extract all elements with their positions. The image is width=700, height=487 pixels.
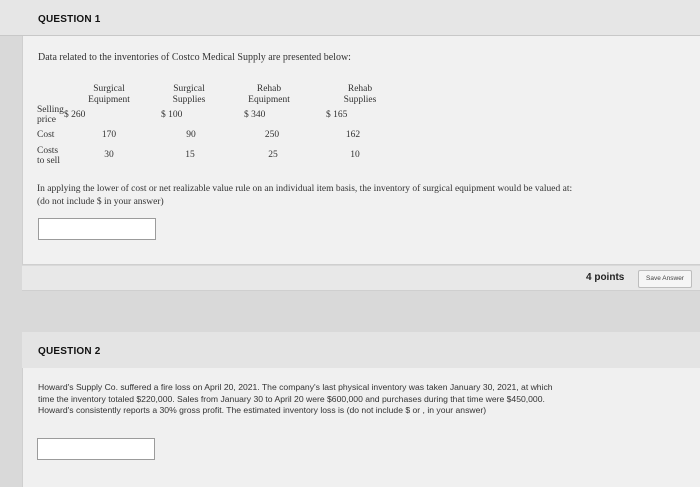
table-cell: $ 165 [326,110,348,120]
question-1-text: In applying the lower of cost or net realizable value rule on an individual item basis, the inventory of surgical equipment would be valued at: (do not include $ in your answer) [37,184,573,207]
table-cell: 15 [185,150,195,160]
table-cell: 30 [104,150,114,160]
column-header-rehab-supplies: Rehab Supplies [343,84,377,105]
question-1-intro: Data related to the inventories of Costco Medical Supply are presented below: [38,52,351,63]
question-2-answer-input[interactable] [37,438,155,460]
column-header-surgical-equipment: Surgical Equipment [88,84,130,105]
question-1-title: QUESTION 1 [38,14,101,25]
table-cell: 250 [264,130,280,140]
table-cell: 90 [186,130,196,140]
question-2-text: Howard's Supply Co. suffered a fire loss on April 20, 2021. The company's last physical inventory was taken January 30, 2021, at which time the inventory totaled $220,000. Sales from January 30 to April 20 were $600,000 and purchases during that time were $450,000. Howard's consistently reports a 30% gross profit. The estimated inventory loss is (do not include $ or , in your answer) [38,382,553,415]
table-cell: $ 340 [244,110,266,120]
question-2-title: QUESTION 2 [38,346,101,357]
points-label: 4 points [586,272,625,283]
save-answer-button[interactable]: Save Answer [638,270,692,288]
table-cell: 10 [350,150,360,160]
question-1-header [0,0,700,36]
table-cell: 25 [268,150,278,160]
row-label-costs-to-sell: Costs to sell [37,146,60,166]
question-1-answer-input[interactable] [38,218,156,240]
table-cell: 162 [345,130,361,140]
row-label-selling-price: Selling price [37,105,64,125]
column-header-surgical-supplies: Surgical Supplies [172,84,206,105]
column-header-rehab-equipment: Rehab Equipment [248,84,290,105]
table-cell: $ 260 [64,110,86,120]
question-2-header [22,332,700,368]
row-label-cost: Cost [37,130,55,140]
table-cell: $ 100 [161,110,183,120]
table-cell: 170 [101,130,117,140]
